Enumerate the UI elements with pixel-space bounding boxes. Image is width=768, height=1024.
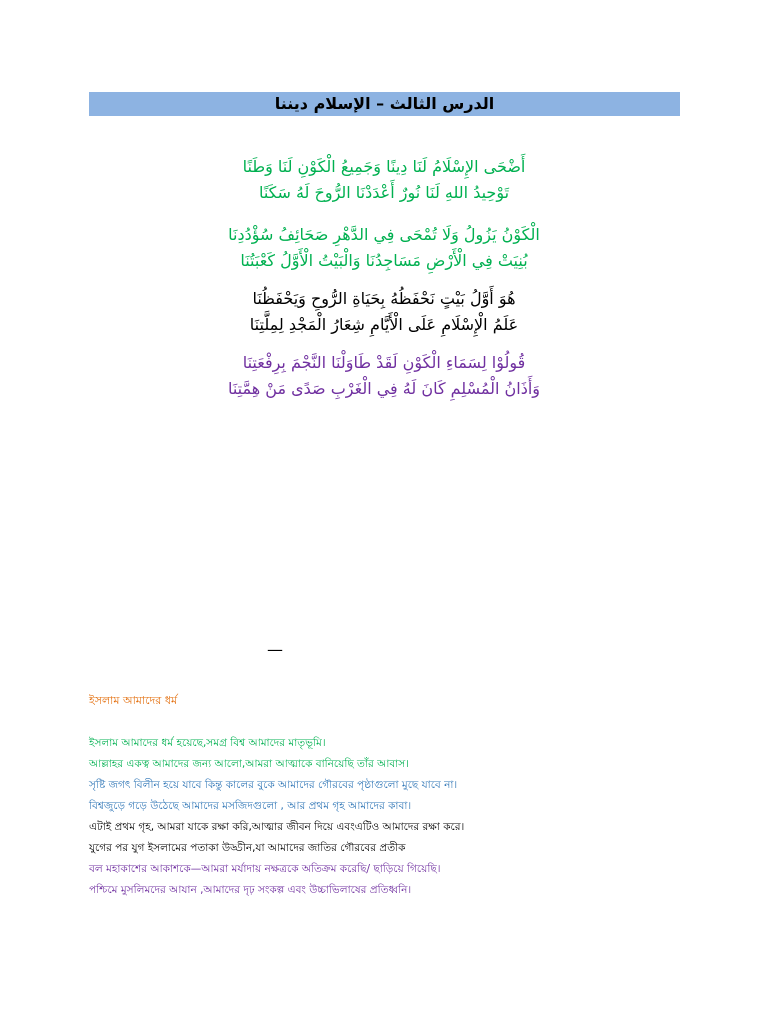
- translation-line: যুগের পর যুগ ইসলামের পতাকা উড্ডীন,যা আমাদের জাতির গৌরবের প্রতীক: [89, 842, 406, 854]
- poem-line: هُوَ أَوَّلُ بَيْتٍ نَحْفَظُهُ بِحَيَاةِ الرُّوحِ وَيَحْفَظُنَا: [252, 289, 516, 308]
- translation-line: বল মহাকাশের আকাশকে—আমরা মর্যাদায় নক্ষত্রকে অতিক্রম করেছি/ ছাড়িয়ে গিয়েছি।: [89, 863, 441, 875]
- translation-body: [89, 733, 689, 901]
- poem-line: وَأَذَانُ الْمُسْلِمِ كَانَ لَهُ فِي الْغَرْبِ صَدًى مَنْ هِمَّتِنَا: [227, 379, 541, 398]
- translation-line: ইসলাম আমাদের ধর্ম হয়েছে,সমগ্র বিশ্ব আমাদের মাতৃভূমি।: [89, 737, 326, 749]
- translation-line: এটাই প্রথম গৃহ, আমরা যাকে রক্ষা করি,আত্মার জীবন দিয়ে এবংএটিও আমাদের রক্ষা করে।: [89, 821, 465, 833]
- poem-line: بُنِيَتْ فِي الْأَرْضِ مَسَاجِدُنَا وَالْبَيْتُ الْأَوَّلُ كَعْبَتُنَا: [240, 251, 528, 270]
- poem-stanza-1: [120, 154, 648, 206]
- poem-stanza-3: [120, 286, 648, 338]
- translation-heading: ইসলাম আমাদের ধর্ম: [89, 694, 178, 707]
- poem-stanza-2: [120, 222, 648, 274]
- poem-line: قُولُوْا لِسَمَاءِ الْكَوْنِ لَقَدْ طَاوَلْنَا النَّجْمَ بِرِفْعَتِنَا: [242, 353, 526, 372]
- translation-line: আল্লাহর একত্ব আমাদের জন্য আলো,আমরা আত্মাকে বানিয়েছি তাঁর আবাস।: [89, 758, 409, 770]
- translation-line: সৃষ্টি জগৎ বিলীন হয়ে যাবে কিন্তু কালের বুকে আমাদের গৌরবের পৃষ্ঠাগুলো মুছে যাবে না।: [89, 779, 458, 791]
- lesson-title: الدرس الثالث – الإسلام ديننا: [89, 92, 680, 116]
- translation-line: বিশ্বজুড়ে গড়ে উঠেছে আমাদের মসজিদগুলো , আর প্রথম গৃহ আমাদের কাবা।: [89, 800, 412, 812]
- separator-dash: —: [267, 640, 283, 659]
- poem-line: تَوْحِيدُ اللهِ لَنَا نُورٌ أَعْدَدْنَا الرُّوحَ لَهُ سَكَنًا: [258, 183, 510, 202]
- translation-line: পশ্চিমে মুসলিমদের আযান ,আমাদের দৃঢ় সংকল্প এবং উচ্চাভিলাষের প্রতিধ্বনি।: [89, 884, 412, 896]
- poem-line: أَضْحَى الإِسْلَامُ لَنَا دِينًا وَجَمِيعُ الْكَوْنِ لَنَا وَطَنًا: [242, 157, 526, 176]
- poem-line: الْكَوْنُ يَزُولُ وَلَا تُمْحَى فِي الدَّهْرِ صَحَائِفُ سُؤْدُدِنَا: [228, 225, 540, 244]
- poem-line: عَلَمُ الْإِسْلَامِ عَلَى الْأَيَّامِ شِعَارُ الْمَجْدِ لِمِلَّتِنَا: [249, 315, 519, 334]
- poem-stanza-4: [120, 350, 648, 402]
